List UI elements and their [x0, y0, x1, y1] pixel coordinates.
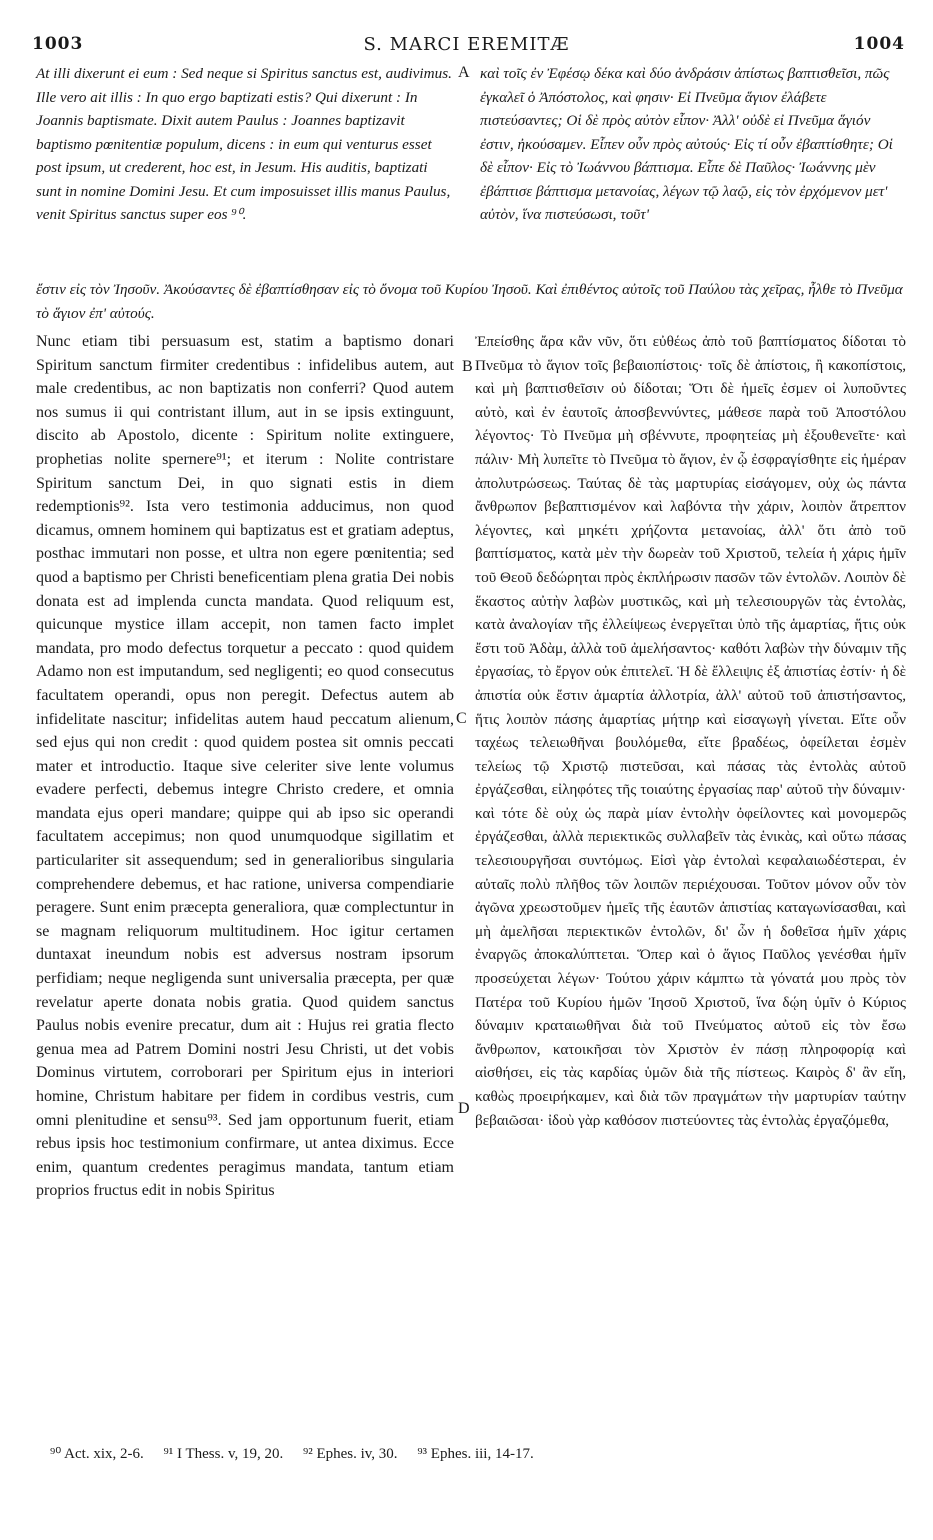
page-number-left: 1003 — [32, 34, 84, 54]
latin-main-paragraph: Nunc etiam tibi persuasum est, statim a baptismo donari Spiritum sanctum firmiter credentibus : infidelibus autem, aut male credentibus, ac non baptizatis non conferri? Quod autem nos sumus ii qui contristant illum, aut in se ipsis extinguunt, discito ab Apostolo, dicente : Spiritum nolite extinguere, prophetias nolite spernere⁹¹; et iterum : Nolite contristare Spiritum sanctum Dei, in quo signati estis in diem redemptionis⁹². Ista vero testimonia adducimus, non quod dicamus, omnem hominem qui baptizatus est et gratiam adeptus, posthac immutari non posse, et ultra non egere pœnitentia; sed quod a baptismo per Christi beneficentiam plena gratia Dei nobis donata est ad implenda cuncta mandata. Quod reliquum est, quicunque mystice illam accepit, non tamen facto implet mandata, pro modo defectus torquetur a peccato : quod quidem Adamo non est imputandum, sed negligenti; eo quod consecutus facultatem operandi, opus non peregit. Defectus autem ab infidelitate nascitur; infidelitas autem haud peccatum alienum, sed ejus qui non credit : quod quidem postea sit omnis peccati mater et introductio. Itaque sive celeriter sive lente volumus evadere perfecti, debemus integre Christo credere, et omnia mandata ejus operi mandare; quippe qui ab ipso sic operandi facultatem accepimus; non quod unumquodque sigillatim et particulariter sit assequendum; sed in generalioribus singularia comprehendere debemus, et hac ratione, universa compendiarie peragere. Sunt enim præcepta generaliora, quæ complectuntur in se magnam reliquorum multitudinem. Hoc igitur certamen duntaxat ineundum nobis est adversus nostram ipsorum perfidiam; neque negligenda sunt universalia præcepta, per quæ revelatur aperte donata nobis gratia. Quod quidem sanctus Paulus nobis evenire precatur, dum ait : Hujus rei gratia flecto genua mea ad Patrem Domini nostri Jesu Christi, ut det vobis Dominus virtutem, corroborari per Spiritum ejus in interiori homine, Christum habitare per fidem in cordibus vestris, cum omni plenitudine et sensu⁹³. Sed jam opportunum fuerit, etiam rebus ipsis hoc testimonium confirmare, ut antea diximus. Ecce enim, quantum credentes peragimus mandata, tantum etiam proprios fructus edit in nobis Spiritus — [36, 333, 454, 1200]
footnote: ⁹² Ephes. iv, 30. — [302, 1446, 398, 1462]
running-title: S. MARCI EREMITÆ — [363, 34, 570, 55]
greek-top-paragraph: καὶ τοῖς ἐν Ἐφέσῳ δέκα καὶ δύο ἀνδράσιν ἀπίστως βαπτισθεῖσι, πῶς ἐγκαλεῖ ὁ Ἀπόστολος, καὶ φησιν· Εἰ Πνεῦμα ἅγιον ἐλάβετε πιστεύσαντες; Οἱ δὲ πρὸς αὐτὸν εἶπον· Ἀλλ' οὐδὲ εἰ Πνεῦμα ἅγιόν ἐστιν, ἠκούσαμεν. Εἶπεν οὖν πρὸς αὐτούς· Εἰς τί οὖν ἐβαπτίσθητε; Οἱ δὲ εἶπον· Εἰς τὸ Ἰωάννου βάπτισμα. Εἶπε δὲ Παῦλος· Ἰωάννης μὲν ἐβάπτισε βάπτισμα μετανοίας, λέγων τῷ λαῷ, εἰς τὸν ἐρχόμενον μετ' αὐτὸν, ἵνα πιστεύσωσι, τοῦτ' — [480, 65, 893, 223]
section-marker-d: D — [458, 1100, 470, 1117]
greek-column-main — [475, 330, 906, 1132]
latin-column-main — [36, 330, 454, 1203]
section-marker-c: C — [456, 710, 467, 727]
latin-top-paragraph: At illi dixerunt ei eum : Sed neque si Spiritus sanctus est, audivimus. Ille vero ait illis : In quo ergo baptizati estis? Qui dixerunt : In Joannis baptismate. Dixit autem Paulus : Joannes baptizavit baptismo pœnitentiæ populum, dicens : in eum qui venturus esset post ipsum, ut crederent, hoc est, in Jesum. His auditis, baptizati sunt in nomine Domini Jesu. Et cum imposuisset illis manus Paulus, venit Spiritus sanctus super eos ⁹⁰. — [36, 65, 452, 223]
page-header — [28, 34, 905, 60]
greek-full-width-line — [36, 278, 906, 325]
footnotes — [50, 1444, 900, 1463]
footnote: ⁹³ Ephes. iii, 14-17. — [417, 1446, 534, 1462]
greek-column-top — [480, 62, 904, 227]
greek-span-paragraph: ἔστιν εἰς τὸν Ἰησοῦν. Ἀκούσαντες δὲ ἐβαπτίσθησαν εἰς τὸ ὄνομα τοῦ Κυρίου Ἰησοῦ. Καὶ ἐπιθέντος αὐτοῖς τοῦ Παύλου τὰς χεῖρας, ἦλθε τὸ Πνεῦμα τὸ ἅγιον ἐπ' αὐτούς. — [36, 281, 903, 322]
page-number-right: 1004 — [853, 34, 905, 54]
greek-main-paragraph: Ἐπείσθης ἄρα κἂν νῦν, ὅτι εὐθέως ἀπὸ τοῦ βαπτίσματος δίδοται τὸ Πνεῦμα τὸ ἅγιον τοῖς βεβαιοπίστοις· τοῖς δὲ ἀπίστοις, ἢ κακοπίστοις, καὶ μὴ βαπτισθεῖσιν οὐ δίδοται; Ὅτι δὲ ἡμεῖς ἐσμεν οἱ λυποῦντες αὐτὸ, καὶ ἐν ἑαυτοῖς ἀποσβεννύντες, μάθεσε παρὰ τοῦ Ἀποστόλου λέγοντος· Τὸ Πνεῦμα μὴ σβέννυτε, προφητείας μὴ ἐξουθενεῖτε· καὶ πάλιν· Μὴ λυπεῖτε τὸ Πνεῦμα τὸ ἅγιον, ἐν ᾧ ἐσφραγίσθητε εἰς ἡμέραν ἀπολυτρώσεως. Ταύτας δὲ τὰς μαρτυρίας εἰσάγομεν, οὐχ ὡς πάντα ἄνθρωπον βεβαπτισμένον καὶ λαβόντα τὴν χάριν, λοιπὸν ἄτρεπτον λέγοντες, καὶ μηκέτι χρήζοντα μετανοίας, ἀλλ' ὅτι ἀπὸ τοῦ βαπτίσματος, κατὰ μὲν τὴν δωρεὰν τοῦ Χριστοῦ, τελεία ἡ χάρις ἡμῖν τοῦ Θεοῦ δεδώρηται πρὸς ἐκπλήρωσιν πασῶν τῶν ἐντολῶν. Λοιπὸν δὲ ἕκαστος αὐτὴν λαβὼν μυστικῶς, καὶ μὴ τελεσιουργῶν τὰς ἐντολὰς, κατὰ ἀναλογίαν τῆς ἐλλείψεως ἐνεργεῖται ὑπὸ τῆς ἁμαρτίας, ἥτις οὐκ ἔστι τοῦ Ἀδὰμ, ἀλλὰ τοῦ ἀμελήσαντος· καθότι λαβὼν τὴν δύναμιν τῆς ἐργασίας, τὸ ἔργον οὐκ ἐπιτελεῖ. Ἡ δὲ ἔλλειψις ἐξ ἀπιστίας ἐστίν· ἡ δὲ ἀπιστία οὐκ ἔστιν ἁμαρτία ἀλλοτρία, ἀλλ' αὐτοῦ τοῦ ἀπιστήσαντος, ἥτις λοιπὸν πάσης ἁμαρτίας μήτηρ καὶ εἰσαγωγὴ γίνεται. Εἴτε οὖν ταχέως τελειωθῆναι βουλόμεθα, εἴτε βραδέως, ὀφείλεται ἐσμὲν τελείως τῷ Χριστῷ πιστεῦσαι, καὶ πάσας τὰς ἐντολὰς αὐτοῦ ἐργάζεσθαι, εἰληφότες τῆς τοιαύτης ἐργασίας παρ' αὐτοῦ τὴν δύναμιν· καὶ τότε δὲ οὐχ ὡς παρὰ μίαν ἐντολὴν ὀφείλοντες καὶ μονομερῶς ἐργάζεσθαι, ἀλλὰ περιεκτικῶς συλλαβεῖν τὰς ἑνικὰς, καὶ οὕτω πάσας τελεσιουργῆσαι συντόμως. Εἰσὶ γὰρ ἐντολαὶ κεφαλαιωδέστεραι, ἐν αὐταῖς πολὺ πλῆθος τῶν λοιπῶν περιέχουσαι. Τοῦτον μόνον οὖν τὸν ἀγῶνα χρεωστοῦμεν ἡμεῖς τῆς ἑαυτῶν ἀπιστίας καταγωνίσασθαι, καὶ μὴ ἀμελῆσαι περιεκτικῶν ἐντολῶν, δι' ὧν ἡ δοθεῖσα ἡμῖν χάρις ἐναργῶς ἀποκαλύπτεται. Ὅπερ καὶ ὁ ἅγιος Παῦλος γενέσθαι ἡμῖν προσεύχεται λέγων· Τούτου χάριν κάμπτω τὰ γόνατά μου πρὸς τὸν Πατέρα τοῦ Κυρίου ἡμῶν Ἰησοῦ Χριστοῦ, ἵνα δῴη ὑμῖν ὁ Κύριος δύναμιν κραταιωθῆναι διὰ τοῦ Πνεύματος αὐτοῦ εἰς τὸν ἔσω ἄνθρωπον, κατοικῆσαι τὸν Χριστὸν ἐν πάσῃ πληροφορίᾳ καὶ αἰσθήσει, εἰς τὰς καρδίας ὑμῶν διὰ τῆς πίστεως. Καιρὸς δ' ἂν εἴη, καθὼς προειρήκαμεν, καὶ διὰ τῶν πραγμάτων τὴν μαρτυρίαν ταύτην βεβαιῶσαι· ἰδοὺ γὰρ καθόσον πιστεύοντες τὰς ἐντολὰς ἐργαζόμεθα, — [475, 333, 906, 1129]
section-marker-b: B — [462, 358, 473, 375]
footnote: ⁹¹ I Thess. v, 19, 20. — [163, 1446, 284, 1462]
section-marker-a: A — [458, 64, 470, 81]
latin-column-top — [36, 62, 454, 227]
footnote: ⁹⁰ Act. xix, 2-6. — [50, 1446, 144, 1462]
